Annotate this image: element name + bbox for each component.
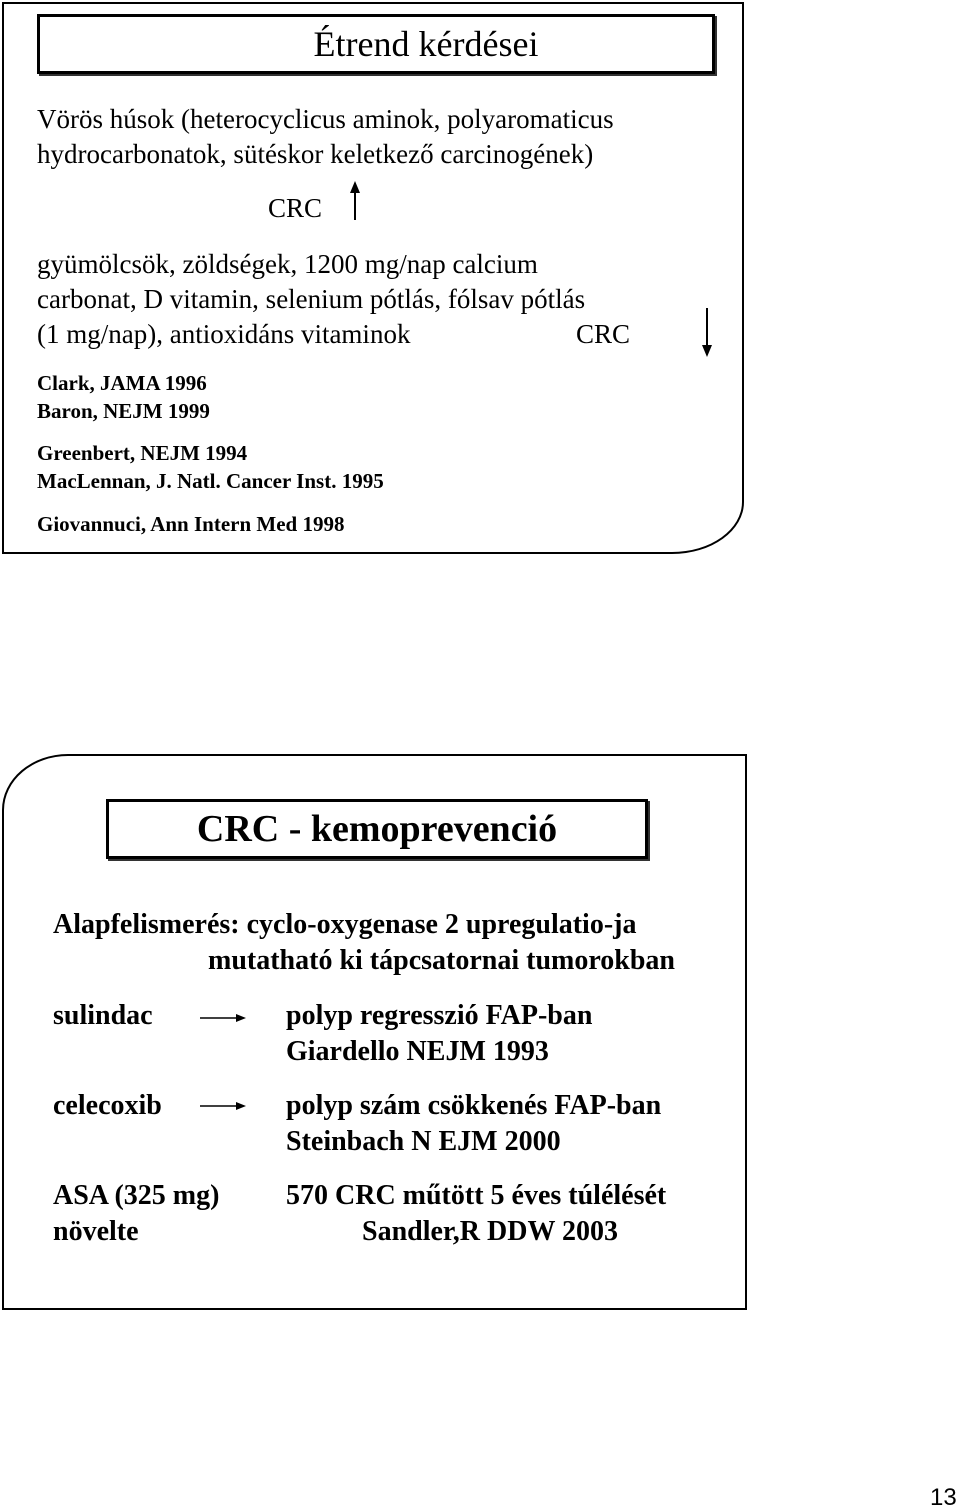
red-meat-line-1: Vörös húsok (heterocyclicus aminok, polyaromaticus — [37, 104, 614, 134]
sulindac-reference: Giardello NEJM 1993 — [286, 1036, 549, 1067]
reference: Giovannuci, Ann Intern Med 1998 — [37, 512, 345, 536]
asa-reference: Sandler,R DDW 2003 — [362, 1216, 618, 1247]
sulindac-result: polyp regresszió FAP-ban — [286, 1000, 593, 1031]
intro-line-2: mutatható ki tápcsatornai tumorokban — [208, 945, 675, 976]
slide2-title-box — [106, 799, 648, 859]
celecoxib-result: polyp szám csökkenés FAP-ban — [286, 1090, 662, 1121]
slide1-title-box — [37, 14, 715, 74]
crc-increase-label: CRC — [268, 193, 323, 223]
intro-line-1: Alapfelismerés: cyclo-oxygenase 2 upregulatio-ja — [53, 909, 637, 940]
red-meat-line-2: hydrocarbonatok, sütéskor keletkező carcinogének) — [37, 139, 594, 169]
protective-line-1: gyümölcsök, zöldségek, 1200 mg/nap calcium — [37, 249, 538, 279]
crc-decrease-label: CRC — [576, 319, 631, 349]
reference: MacLennan, J. Natl. Cancer Inst. 1995 — [37, 469, 384, 493]
asa-result: 570 CRC műtött 5 éves túlélését — [286, 1180, 667, 1211]
celecoxib-reference: Steinbach N EJM 2000 — [286, 1126, 561, 1157]
reference: Greenbert, NEJM 1994 — [37, 441, 248, 465]
slide1-title: Étrend kérdései — [313, 24, 539, 64]
protective-line-3: (1 mg/nap), antioxidáns vitaminok — [37, 319, 411, 349]
arrow-right-icon — [200, 1100, 250, 1112]
page-number: 13 — [930, 1484, 957, 1511]
protective-line-2: carbonat, D vitamin, selenium pótlás, fólsav pótlás — [37, 284, 586, 314]
drug-asa: ASA (325 mg) — [53, 1180, 220, 1211]
reference: Baron, NEJM 1999 — [37, 399, 210, 423]
drug-asa-continued: növelte — [53, 1216, 139, 1247]
drug-sulindac: sulindac — [53, 1000, 153, 1031]
drug-celecoxib: celecoxib — [53, 1090, 162, 1121]
slide2-title: CRC - kemoprevenció — [196, 808, 558, 850]
reference: Clark, JAMA 1996 — [37, 371, 207, 395]
arrow-up-icon — [346, 180, 366, 222]
arrow-down-icon — [698, 308, 718, 358]
arrow-right-icon — [200, 1012, 250, 1024]
